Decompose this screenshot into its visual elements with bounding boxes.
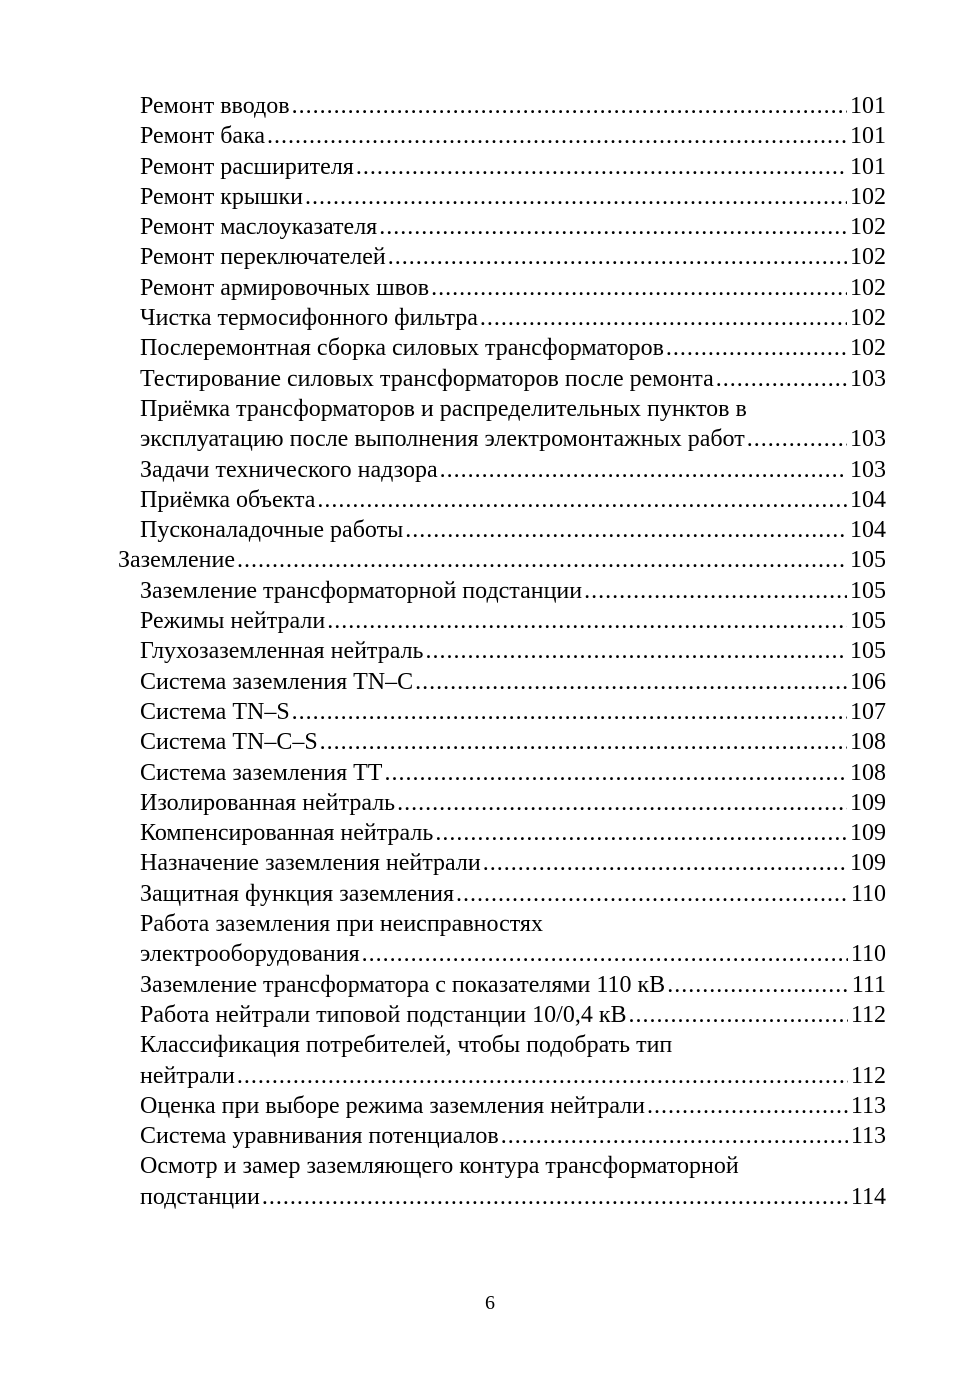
dot-leader [388,242,847,272]
toc-page-number: 114 [850,1183,886,1210]
toc-page-number: 110 [850,941,886,968]
toc-page-number: 112 [850,1062,886,1089]
toc-entry[interactable] [118,636,886,666]
toc-entry[interactable] [118,303,886,333]
toc-page-number: 111 [851,971,886,998]
toc-entry-title: Работа нейтрали типовой подстанции 10/0,4 кВ [140,1001,627,1028]
dot-leader [666,333,847,363]
toc-entry[interactable] [118,394,886,455]
toc-page-number: 104 [850,517,886,544]
toc-page-number: 103 [850,365,886,392]
toc-page-number: 101 [850,93,886,119]
toc-page-number: 101 [850,153,886,180]
dot-leader [426,636,848,666]
toc-page-number: 102 [850,214,886,241]
toc-entry[interactable] [118,152,886,182]
dot-leader [305,182,847,212]
toc-page-number: 105 [850,608,886,635]
toc-page-number: 110 [850,880,886,907]
toc-page-number: 102 [850,335,886,362]
toc-entry[interactable] [118,697,886,727]
toc-entry-title: Оценка при выборе режима заземления нейтрали [140,1092,645,1119]
toc-entry-title: Задачи технического надзора [140,456,438,483]
toc-entry[interactable] [118,909,886,970]
dot-leader [667,970,849,1000]
toc-entry[interactable] [118,242,886,272]
toc-entry-title: Послеремонтная сборка силовых трансформаторов [140,335,664,362]
toc-entry-title: Система заземления TT [140,759,383,786]
page-number: 6 [485,1292,495,1314]
dot-leader [415,667,847,697]
toc-section-heading[interactable] [118,545,886,575]
toc-entry-title: электрооборудования [140,941,360,968]
toc-entry[interactable] [118,455,886,485]
dot-leader [405,515,847,545]
toc-page-number: 113 [850,1123,886,1150]
toc-entry-title: Система заземления TN–C [140,668,414,695]
toc-entry-title: Система TN–S [140,698,290,725]
toc-entry[interactable] [118,1151,886,1212]
toc-entry-title: Чистка термосифонного фильтра [140,305,478,332]
toc-entry-title-line: Осмотр и замер заземляющего контура трансформаторной [140,1153,739,1180]
dot-leader [716,364,847,394]
dot-leader [480,303,847,333]
table-of-contents [118,91,886,1212]
toc-entry-title: Заземление трансформаторной подстанции [140,577,583,604]
dot-leader [237,1061,848,1091]
dot-leader [384,758,847,788]
dot-leader [356,152,847,182]
toc-entry[interactable] [118,91,886,121]
dot-leader [317,485,847,515]
dot-leader [237,545,847,575]
toc-entry-title: Заземление [118,547,235,574]
dot-leader [628,1000,847,1030]
toc-entry-title: Ремонт переключателей [140,244,386,271]
toc-entry[interactable] [118,1121,886,1151]
toc-entry-title-line: Приёмка трансформаторов и распределительных пунктов в [140,395,747,422]
toc-entry-title: Назначение заземления нейтрали [140,850,481,877]
toc-page-number: 102 [850,274,886,301]
toc-entry[interactable] [118,788,886,818]
toc-entry[interactable] [118,606,886,636]
toc-entry-title: Система TN–C–S [140,729,318,756]
toc-page-number: 108 [850,729,886,756]
toc-entry-title: Ремонт вводов [140,93,290,119]
toc-page-number: 103 [850,426,886,453]
toc-entry[interactable] [118,1091,886,1121]
toc-entry-title: Ремонт бака [140,123,266,150]
toc-entry-title: Режимы нейтрали [140,608,326,635]
toc-entry-title-line: Работа заземления при неисправностях [140,911,543,938]
toc-page-number: 104 [850,486,886,513]
toc-entry-title: эксплуатацию после выполнения электромонтажных работ [140,426,745,453]
toc-entry-title: Компенсированная нейтраль [140,820,434,847]
toc-entry[interactable] [118,758,886,788]
toc-entry[interactable] [118,485,886,515]
dot-leader [456,879,848,909]
toc-page-number: 109 [850,820,886,847]
dot-leader [747,424,847,454]
toc-entry[interactable] [118,727,886,757]
toc-entry[interactable] [118,333,886,363]
toc-page-number: 109 [850,850,886,877]
toc-entry[interactable] [118,364,886,394]
toc-entry-title: Пусконаладочные работы [140,517,404,544]
toc-page-number: 102 [850,305,886,332]
toc-entry[interactable] [118,848,886,878]
toc-entry-title: Система уравнивания потенциалов [140,1123,499,1150]
toc-entry[interactable] [118,879,886,909]
dot-leader [584,576,847,606]
toc-entry-title: Ремонт расширителя [140,153,354,180]
toc-entry-title: Ремонт крышки [140,183,303,210]
toc-entry-title: Изолированная нейтраль [140,789,396,816]
toc-entry-title: Тестирование силовых трансформаторов после ремонта [140,365,714,392]
toc-entry[interactable] [118,121,886,151]
dot-leader [362,939,848,969]
dot-leader [379,212,847,242]
toc-entry[interactable] [118,818,886,848]
toc-page-number: 106 [850,668,886,695]
dot-leader [262,1182,848,1212]
dot-leader [440,455,847,485]
toc-page-number: 112 [850,1001,886,1028]
dot-leader [327,606,847,636]
toc-entry[interactable] [118,970,886,1000]
dot-leader [435,818,847,848]
toc-entry[interactable] [118,212,886,242]
toc-entry-title: Приёмка объекта [140,486,316,513]
toc-entry-title: нейтрали [140,1062,235,1089]
dot-leader [397,788,847,818]
dot-leader [431,273,847,303]
toc-entry-title: Заземление трансформатора с показателями 110 кВ [140,971,666,998]
toc-page-number: 107 [850,698,886,725]
dot-leader [292,91,847,121]
toc-page-number: 109 [850,789,886,816]
toc-entry-title: Ремонт маслоуказателя [140,214,378,241]
toc-entry[interactable] [118,1030,886,1091]
dot-leader [483,848,847,878]
dot-leader [647,1091,848,1121]
toc-entry[interactable] [118,667,886,697]
toc-entry-title: Ремонт армировочных швов [140,274,430,301]
toc-entry[interactable] [118,576,886,606]
toc-page-number: 105 [850,547,886,574]
toc-entry-title: Защитная функция заземления [140,880,455,907]
toc-entry-title-line: Классификация потребителей, чтобы подобрать тип [140,1032,673,1059]
toc-entry[interactable] [118,182,886,212]
dot-leader [501,1121,848,1151]
toc-page-number: 105 [850,577,886,604]
toc-page-number: 102 [850,183,886,210]
toc-entry-title: Глухозаземленная нейтраль [140,638,424,665]
toc-page-number: 101 [850,123,886,150]
toc-page-number: 108 [850,759,886,786]
dot-leader [292,697,847,727]
toc-page-number: 102 [850,244,886,271]
dot-leader [320,727,847,757]
dot-leader [267,121,847,151]
toc-page-number: 105 [850,638,886,665]
toc-page-number: 103 [850,456,886,483]
toc-entry-title: подстанции [140,1183,260,1210]
toc-page-number: 113 [850,1092,886,1119]
toc-entry[interactable] [118,515,886,545]
toc-entry[interactable] [118,1000,886,1030]
toc-entry[interactable] [118,273,886,303]
